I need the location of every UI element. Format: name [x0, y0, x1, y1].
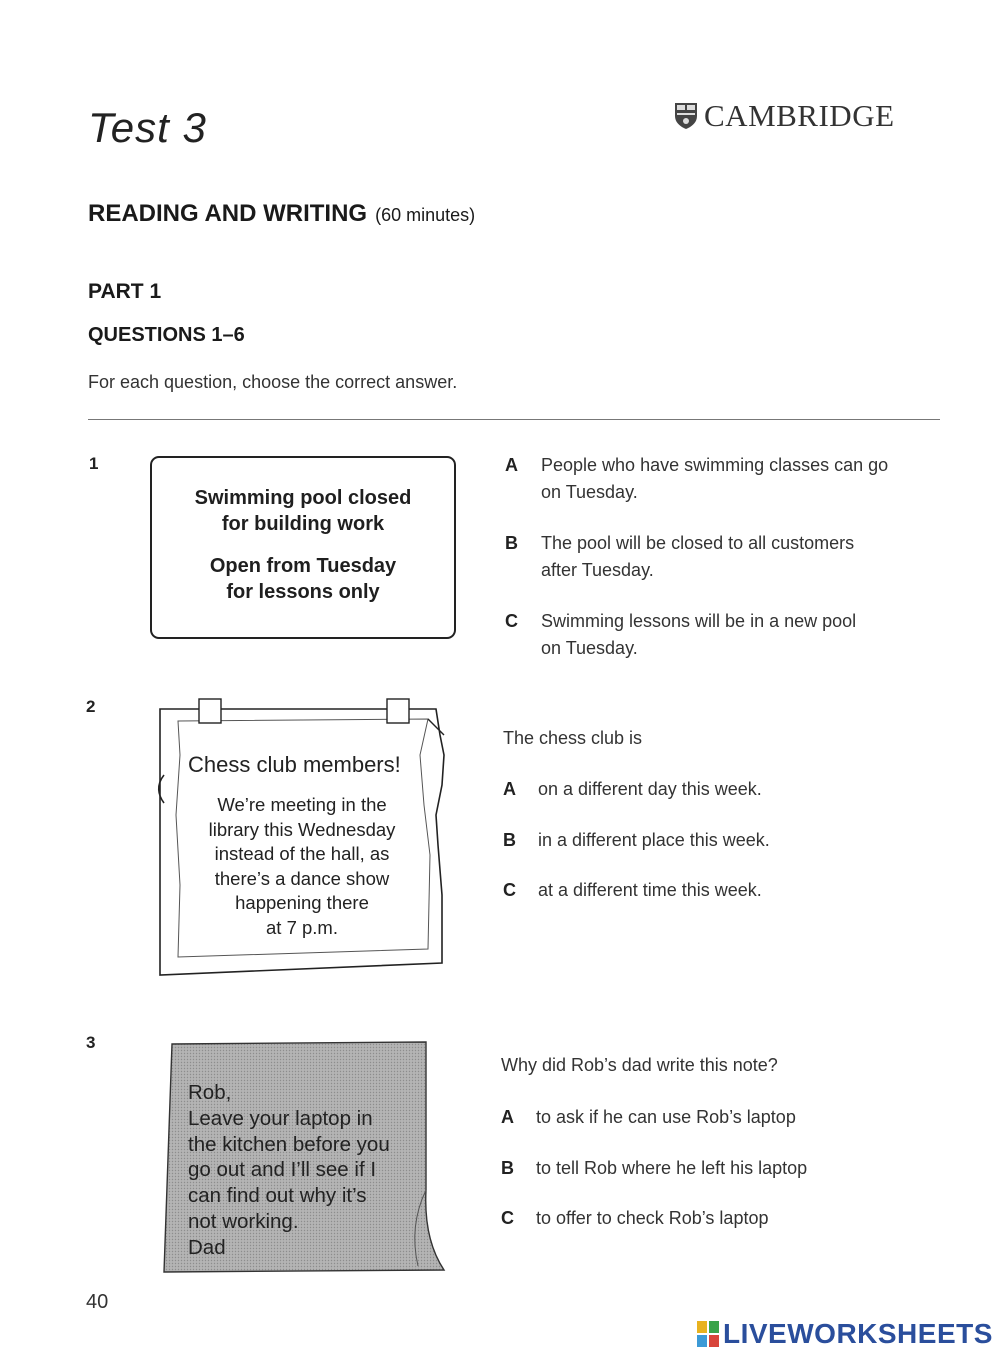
- liveworksheets-icon: [697, 1321, 719, 1347]
- option-letter: B: [503, 830, 516, 850]
- pool-notice: [150, 456, 456, 639]
- q3-stem: Why did Rob’s dad write this note?: [501, 1055, 778, 1075]
- notice-line: library this Wednesday: [208, 818, 396, 840]
- option-text: The pool will be closed to all customers: [541, 533, 855, 553]
- test-title: Test 3: [88, 104, 207, 151]
- note-line: not working.: [188, 1209, 299, 1233]
- option-text: to ask if he can use Rob’s laptop: [536, 1107, 796, 1127]
- chess-notice-body: [190, 793, 414, 940]
- option-text: in a different place this week.: [538, 830, 770, 850]
- option-letter: A: [501, 1107, 514, 1127]
- instruction: For each question, choose the correct answer.: [88, 372, 458, 392]
- tape-icon: [199, 699, 221, 723]
- q2-stem: The chess club is: [503, 728, 643, 748]
- chess-notice-title: Chess club members!: [188, 752, 401, 777]
- question-number-3: 3: [86, 1033, 96, 1052]
- questions-range: QUESTIONS 1–6: [88, 324, 245, 346]
- option-letter: C: [503, 880, 516, 900]
- part-title: PART 1: [88, 280, 162, 303]
- option-text: on Tuesday.: [541, 482, 638, 502]
- notice-line: We’re meeting in the: [217, 794, 387, 815]
- question-number-1: 1: [89, 454, 99, 473]
- notice-line: at 7 p.m.: [266, 916, 338, 938]
- notice-line: Open from Tuesday: [209, 555, 397, 577]
- note-line: Dad: [188, 1235, 226, 1259]
- notice-line: for lessons only: [226, 581, 380, 603]
- notice-line: there’s a dance show: [214, 867, 390, 889]
- option-text: to offer to check Rob’s laptop: [536, 1208, 769, 1228]
- notice-line: for building work: [221, 513, 385, 535]
- note-line: Rob,: [188, 1081, 232, 1104]
- note-line: Leave your laptop in: [188, 1106, 373, 1130]
- note-line: go out and I’ll see if I: [188, 1158, 377, 1182]
- option-letter: C: [501, 1208, 514, 1228]
- brand-name: CAMBRIDGE: [704, 98, 895, 133]
- notice-line: instead of the hall, as: [214, 843, 390, 864]
- option-text: to tell Rob where he left his laptop: [536, 1158, 808, 1178]
- option-letter: B: [505, 533, 518, 553]
- notice-line: happening there: [235, 892, 369, 913]
- tape-icon: [387, 699, 409, 723]
- page-number: 40: [86, 1291, 109, 1313]
- liveworksheets-logo[interactable]: [697, 1318, 993, 1350]
- option-text: People who have swimming classes can go: [541, 455, 889, 475]
- option-letter: B: [501, 1158, 514, 1178]
- section-title: [88, 200, 475, 228]
- option-text: on a different day this week.: [538, 779, 762, 799]
- cambridge-logo: [674, 98, 895, 134]
- option-letter: A: [503, 779, 516, 799]
- option-letter: C: [505, 611, 518, 631]
- shield-icon: [674, 102, 698, 130]
- section-title-text: READING AND WRITING: [88, 200, 368, 227]
- option-text: at a different time this week.: [538, 880, 762, 900]
- divider: [88, 419, 940, 420]
- sticky-note-text: [188, 1080, 424, 1261]
- liveworksheets-wordmark: LIVEWORKSHEETS: [723, 1318, 993, 1349]
- option-text: on Tuesday.: [541, 638, 638, 658]
- question-number-2: 2: [86, 697, 96, 716]
- option-text: Swimming lessons will be in a new pool: [541, 611, 857, 631]
- notice-line: Swimming pool closed: [194, 487, 412, 509]
- note-line: the kitchen before you: [188, 1132, 390, 1156]
- note-line: can find out why it’s: [188, 1184, 367, 1208]
- option-letter: A: [505, 455, 518, 475]
- section-duration: (60 minutes): [375, 205, 476, 225]
- option-text: after Tuesday.: [541, 560, 654, 580]
